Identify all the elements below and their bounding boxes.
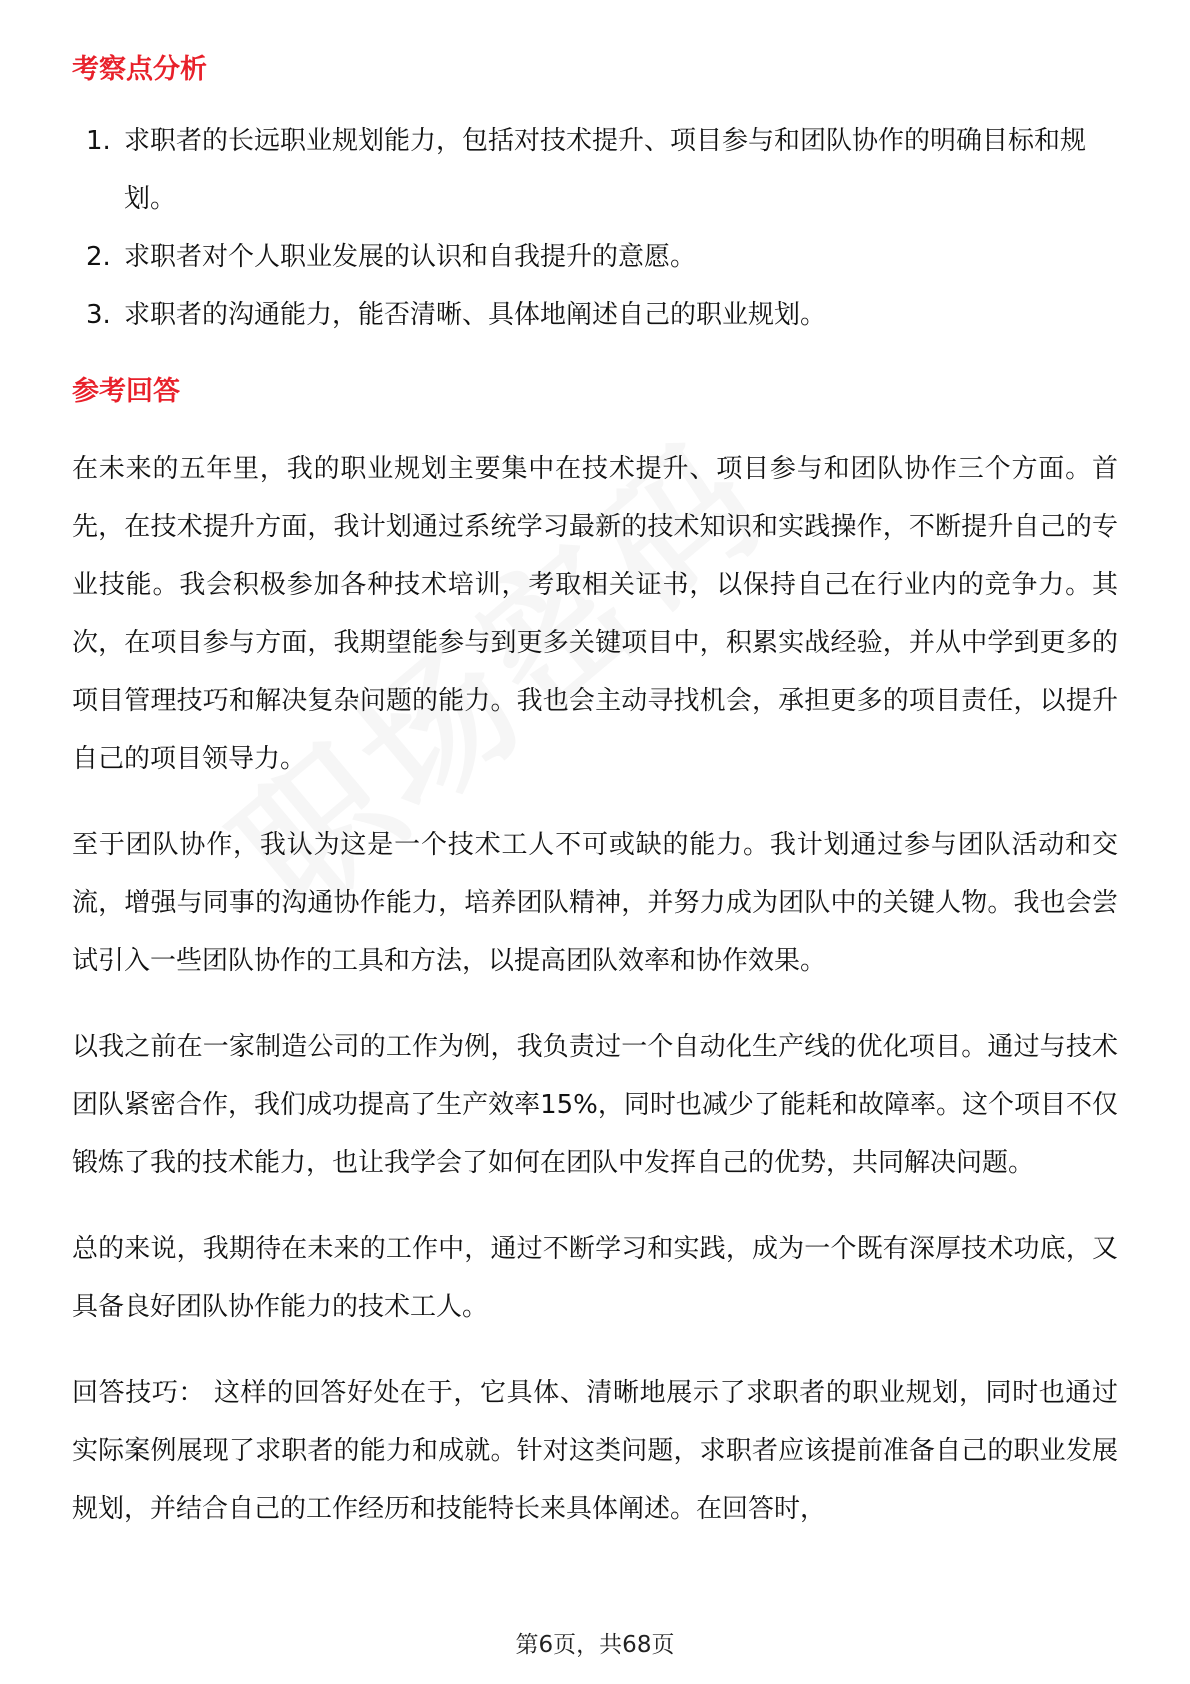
list-item-number: 1.: [86, 126, 111, 156]
answer-paragraph: 在未来的五年里，我的职业规划主要集中在技术提升、项目参与和团队协作三个方面。首先，在技术提升方面，我计划通过系统学习最新的技术知识和实践操作，不断提升自己的专业技能。我会积极参加各种技术培训，考取相关证书，以保持自己在行业内的竞争力。其次，在项目参与方面，我期望能参与到更多关键项目中，积累实战经验，并从中学到更多的项目管理技巧和解决复杂问题的能力。我也会主动寻找机会，承担更多的项目责任，以提升自己的项目领导力。: [72, 454, 1118, 774]
answer-paragraph: 至于团队协作，我认为这是一个技术工人不可或缺的能力。我计划通过参与团队活动和交流，增强与同事的沟通协作能力，培养团队精神，并努力成为团队中的关键人物。我也会尝试引入一些团队协作的工具和方法，以提高团队效率和协作效果。: [72, 830, 1118, 976]
list-item-number: 3.: [86, 300, 111, 330]
list-item: [72, 286, 1118, 344]
page-number: 第6页，共68页: [515, 1632, 675, 1658]
answer-paragraph: 以我之前在一家制造公司的工作为例，我负责过一个自动化生产线的优化项目。通过与技术团队紧密合作，我们成功提高了生产效率15%，同时也减少了能耗和故障率。这个项目不仅锻炼了我的技术能力，也让我学会了如何在团队中发挥自己的优势，共同解决问题。: [72, 1032, 1118, 1178]
section-title-analysis: 考察点分析: [72, 54, 207, 85]
analysis-list: [72, 112, 1118, 344]
page-content: [72, 48, 1118, 1538]
section-title-answer: 参考回答: [72, 376, 180, 407]
answer-tips-paragraph: 回答技巧： 这样的回答好处在于，它具体、清晰地展示了求职者的职业规划，同时也通过实际案例展现了求职者的能力和成就。针对这类问题，求职者应该提前准备自己的职业发展规划，并结合自己的工作经历和技能特长来具体阐述。在回答时，: [72, 1378, 1118, 1524]
answer-paragraph: 总的来说，我期待在未来的工作中，通过不断学习和实践，成为一个既有深厚技术功底，又具备良好团队协作能力的技术工人。: [72, 1234, 1118, 1322]
list-item-text: 求职者的长远职业规划能力，包括对技术提升、项目参与和团队协作的明确目标和规划。: [124, 126, 1087, 214]
list-item: [72, 228, 1118, 286]
list-item-text: 求职者的沟通能力，能否清晰、具体地阐述自己的职业规划。: [124, 300, 827, 330]
list-item: [72, 112, 1118, 228]
list-item-number: 2.: [86, 242, 111, 272]
list-item-text: 求职者对个人职业发展的认识和自我提升的意愿。: [124, 242, 697, 272]
